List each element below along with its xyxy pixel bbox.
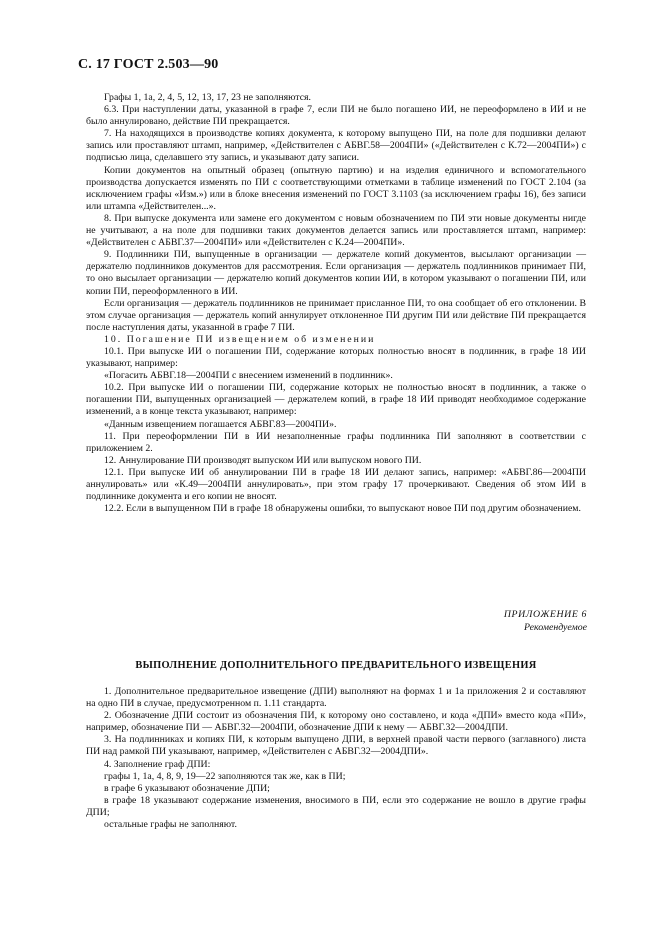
section-heading: 10. Погашение ПИ извещением об изменении [104,333,376,345]
paragraph: 7. На находящихся в производстве копиях документа, к которому выпущено ПИ, на поле для подшивки делают запись или проставляют штамп, например, «Действителен с АБВГ.58—2004ПИ» («Действителен с К.72—2004ПИ») с подписью лица, сделавшего эту запись, и указывают дату записи. [86,128,586,164]
appendix-text [86,686,586,831]
paragraph: 9. Подлинники ПИ, выпущенные в организации — держателе копий документов, высылают организации — держателю подлинников документов для рассмотрения. Если организация — держатель подлинников принимает ПИ, то оно высылает организации — держателю копий документов копии ИИ, в котором указывают о погашении ПИ, или копии ПИ, переоформленного в ИИ. [86,249,586,297]
paragraph: 10.2. При выпуске ИИ о погашении ПИ, содержание которых не полностью вносят в подлинник, а также о погашении ПИ, выпущенных организацией — держателем копий, в графе 18 ИИ приводят необходимое содержание изменений, а в конце текста указывают, например: [86,382,586,418]
paragraph: 3. На подлинниках и копиях ПИ, к которым выпущено ДПИ, в верхней правой части первого (заглавного) листа ПИ над рамкой ПИ указывают, например, «Действителен с АБВГ.32—2004ДПИ». [86,734,586,758]
paragraph: 12.2. Если в выпущенном ПИ в графе 18 обнаружены ошибки, то выпускают новое ПИ под другим обозначением. [104,503,581,515]
paragraph: 2. Обозначение ДПИ состоит из обозначения ПИ, к которому оно составлено, и кода «ДПИ» вместо кода «ПИ», например, обозначение ПИ — АБВГ.32—2004ПИ, обозначение ДПИ к нему — АБВГ.32—2004ДПИ. [86,710,586,734]
paragraph: Копии документов на опытный образец (опытную партию) и на изделия единичного и вспомогательного производства допускается изменять по ПИ с соответствующими отметками в таблице изменений по ГОСТ 2.104 (за исключением графы «Изм.») или в блоке внесения изменений по ГОСТ 3.1103 (за исключением графы 16), без записи или штампа «Действителен...». [86,164,586,212]
paragraph: 12. Аннулирование ПИ производят выпуском ИИ или выпуском нового ПИ. [104,454,422,466]
paragraph: 4. Заполнение граф ДПИ: [104,758,211,770]
paragraph: остальные графы не заполняют. [104,819,237,831]
paragraph: 6.3. При наступлении даты, указанной в графе 7, если ПИ не было погашено ИИ, не переоформлено в ИИ и не было аннулировано, действие ПИ прекращается. [86,104,586,128]
paragraph: 8. При выпуске документа или замене его документом с новым обозначением по ПИ эти новые документы нигде не учитывают, а на поле для подшивки таких документов делается запись или проставляется штамп, например: «Действителен с АБВГ.37—2004ПИ» или «Действителен с К.24—2004ПИ». [86,212,586,249]
paragraph: Если организация — держатель подлинников не принимает присланное ПИ, то она сообщает об его отклонении. В этом случае организация — держатель копий аннулирует отклоненное ПИ другим ПИ или действие ПИ прекращается после наступления даты, указанной в графе 7 ПИ. [86,297,586,333]
paragraph: Графы 1, 1а, 2, 4, 5, 12, 13, 17, 23 не заполняются. [104,92,312,103]
main-text [86,92,586,515]
paragraph: «Погасить АБВГ.18—2004ПИ с внесением изменений в подлинник». [104,370,393,382]
paragraph: в графе 6 указывают обозначение ДПИ; [104,782,270,794]
appendix-label-block [504,608,587,634]
appendix-title: ВЫПОЛНЕНИЕ ДОПОЛНИТЕЛЬНОГО ПРЕДВАРИТЕЛЬНОГО ИЗВЕЩЕНИЯ [135,660,537,671]
page-header: С. 17 ГОСТ 2.503—90 [78,57,219,72]
paragraph: 1. Дополнительное предварительное извещение (ДПИ) выполняют на формах 1 и 1а приложения 2 и составляют на одно ПИ в случае, предусмотренном п. 1.11 стандарта. [86,686,586,710]
appendix-label: ПРИЛОЖЕНИЕ 6 [503,609,587,620]
paragraph: «Данным извещением погашается АБВГ.83—2004ПИ». [104,418,337,430]
paragraph: в графе 18 указывают содержание изменения, вносимого в ПИ, если это содержание не вошло в другие графы ДПИ; [86,794,586,818]
paragraph: 11. При переоформлении ПИ в ИИ незаполненные графы подлинника ПИ заполняют в соответствии с приложением 2. [86,430,586,454]
paragraph: 10.1. При выпуске ИИ о погашении ПИ, содержание которых полностью вносят в подлинник, в графе 18 ИИ указывают, например: [86,345,586,370]
paragraph: графы 1, 1а, 4, 8, 9, 19—22 заполняются так же, как в ПИ; [104,770,346,782]
paragraph: 12.1. При выпуске ИИ об аннулировании ПИ в графе 18 ИИ делают запись, например: «АБВГ.86—2004ПИ аннулировать» или «К.49—2004ПИ аннулировать», при этом графу 17 прочеркивают. Сведения об этом ИИ в подлиннике документа и его копии не вносят. [86,466,586,503]
appendix-status: Рекомендуемое [524,622,587,633]
